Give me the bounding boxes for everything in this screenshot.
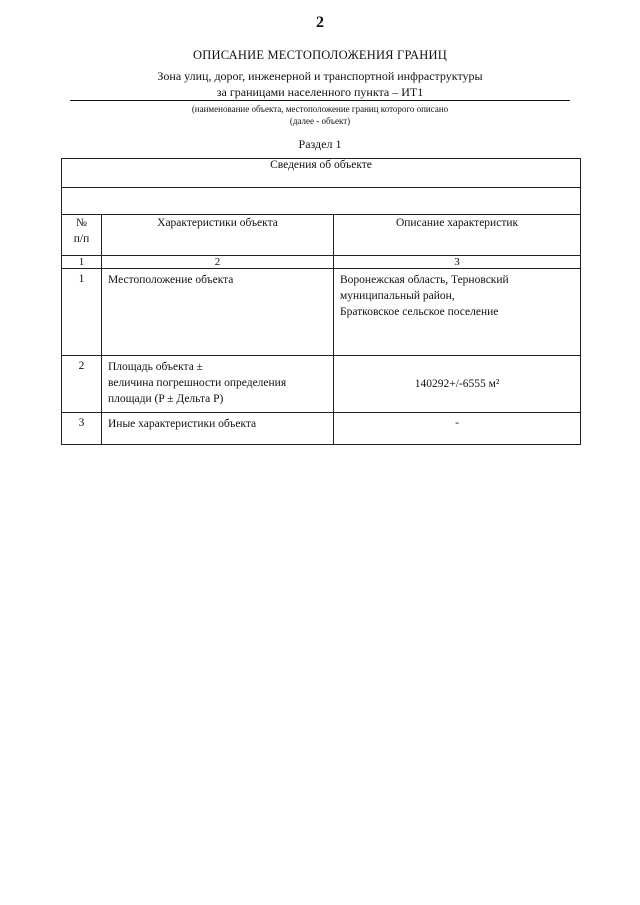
column-number: 3 — [334, 256, 581, 269]
header-num-line-1: № — [76, 217, 87, 229]
row-num: 3 — [62, 413, 102, 445]
header-num-line-2: п/п — [73, 233, 90, 245]
object-name-line-1: Зона улиц, дорог, инженерной и транспортной инфраструктуры — [157, 69, 483, 83]
table-row — [62, 356, 581, 413]
row-description: - — [334, 413, 581, 445]
table-row — [62, 413, 581, 445]
document-title: ОПИСАНИЕ МЕСТОПОЛОЖЕНИЯ ГРАНИЦ — [193, 48, 447, 62]
description-line: Воронежская область, Терновский — [340, 274, 509, 286]
row-description: 140292+/-6555 м² — [334, 356, 581, 413]
object-note — [0, 103, 640, 127]
description-line: Братковское сельское поселение — [340, 306, 499, 318]
row-description — [334, 269, 581, 356]
column-number: 2 — [102, 256, 334, 269]
row-characteristic: Местоположение объекта — [102, 269, 334, 356]
underline-rule — [70, 100, 570, 101]
table-blank-cell — [62, 188, 581, 215]
header-description: Описание характеристик — [334, 215, 581, 256]
table-row — [62, 269, 581, 356]
row-num: 1 — [62, 269, 102, 356]
object-name-line-2: за границами населенного пункта – ИТ1 — [216, 85, 424, 99]
object-name — [70, 68, 570, 100]
header-characteristics: Характеристики объекта — [102, 215, 334, 256]
object-info-table — [61, 158, 581, 445]
table-blank-row — [62, 188, 581, 215]
characteristic-line: величина погрешности определения — [108, 377, 287, 389]
column-number-row — [62, 256, 581, 269]
page-number: 2 — [316, 14, 324, 31]
table-header-row — [62, 215, 581, 256]
section-heading: Раздел 1 — [298, 137, 342, 151]
object-note-line-1: (наименование объекта, местоположение границ которого описано — [191, 104, 449, 114]
table-caption: Сведения об объекте — [62, 159, 581, 188]
characteristic-line: Площадь объекта ± — [108, 361, 203, 373]
row-characteristic: Иные характеристики объекта — [102, 413, 334, 445]
header-num — [62, 215, 102, 256]
row-characteristic — [102, 356, 334, 413]
characteristic-line: площади (P ± Дельта P) — [108, 393, 224, 405]
object-note-line-2: (далее - объект) — [289, 116, 351, 126]
description-line: муниципальный район, — [340, 290, 455, 302]
row-num: 2 — [62, 356, 102, 413]
table-caption-row — [62, 159, 581, 188]
column-number: 1 — [62, 256, 102, 269]
